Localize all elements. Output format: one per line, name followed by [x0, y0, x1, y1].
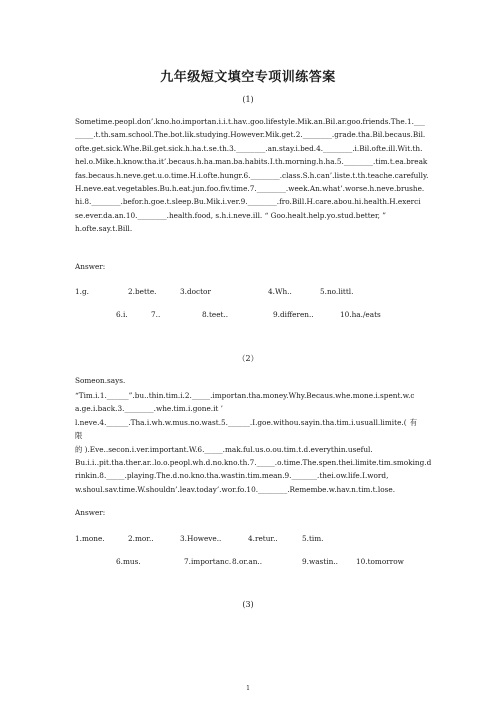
passage-line: hi.8.________.befor.h.goe.t.sleep.Bu.Mik.i.ver.9.________.fro.Bill.H.care.abou.hi.health.H.exerci	[75, 197, 421, 207]
page-title: 九年级短文填空专项训练答案	[160, 70, 336, 85]
answer-item: 2.bette.	[128, 287, 157, 296]
answer-item: 1.g.	[75, 287, 89, 296]
section-number: (3)	[242, 600, 254, 609]
passage-line: h.ofte.say.t.Bill.	[75, 224, 133, 234]
answer-item: 10.tomorrow	[356, 557, 404, 566]
passage-line: l.neve.4.______.Tha.i.wh.w.mus.no.wast.5.______.I.goe.withou.sayin.tha.tim.i.usuall.limite.(有限	[75, 417, 417, 441]
answer-item: 4.Wh..	[268, 287, 292, 296]
answer-item: 7..	[151, 310, 161, 319]
passage-line: _____.t.th.sam.school.The.bot.lik.studying.However.Mik.get.2.________.grade.tha.Bil.becaus.Bil.	[75, 130, 426, 140]
answer-item: 9.wastin..	[302, 557, 338, 566]
answer-item: 6.i.	[116, 310, 128, 319]
answer-item: 5.tim.	[302, 534, 324, 543]
answer-item: 2.mor..	[128, 534, 154, 543]
answer-item: 10.ha./eats	[340, 310, 381, 319]
passage	[75, 389, 432, 496]
page-number: 1	[246, 685, 250, 692]
passage-line: hel.o.Mike.h.know.tha.it’.becaus.h.ha.man.ba.habits.I.th.morning.h.ha.5.________.tim.t.ea.break	[75, 157, 428, 167]
answer-item: 8.or.an..	[232, 557, 263, 566]
passage-line: H.neve.eat.vegetables.Bu.h.eat.jun.foo.fiv.time.7.________.week.An.what’.worse.h.neve.brushe.	[75, 184, 425, 194]
passage-line: rinkin.8._____.playing.The.d.no.kno.tha.wastin.tim.mean.9._______.thei.ow.life.I.word,	[75, 471, 389, 481]
answer-item: 8.teet..	[202, 310, 229, 319]
answer-label: Answer:	[75, 262, 106, 271]
answer-label: Answer:	[75, 508, 106, 517]
passage-line: ofte.get.sick.Whe.Bil.get.sick.h.ha.t.se.th.3.________.an.stay.i.bed.4.________.i.Bil.ofte.ill.Wit.th.	[75, 143, 423, 153]
answer-item: 1.mone.	[75, 534, 105, 543]
answer-item: 4.retur..	[248, 534, 278, 543]
passage-line: Bu.i.i..pit.tha.ther.ar..lo.o.peopl.wh.d.no.kno.th.7._____.o.time.The.spen.thei.limite.tim.smoking.d	[75, 458, 432, 468]
passage-line: 的 ).Eve..secon.i.ver.important.W.6._____.mak.ful.us.o.ou.tim.t.d.everythin.useful.	[75, 444, 373, 454]
passage-line: a.ge.i.back.3.________.whe.tim.i.gone.it ’	[75, 404, 223, 414]
answer-item: 3.doctor	[180, 287, 211, 296]
answer-item: 9.differen..	[273, 310, 314, 319]
passage	[75, 115, 429, 236]
answer-item: 3.Howeve..	[180, 534, 222, 543]
passage-intro: Someon.says.	[75, 376, 126, 385]
answer-item: 5.no.littl.	[320, 287, 354, 296]
passage-line: se.ever.da.an.10.________.health.food, s.h.i.neve.ill. “ Goo.healt.help.yo.stud.better, ”	[75, 210, 387, 220]
passage-line: fas.becaus.h.neve.get.u.o.time.H.i.ofte.hungr.6.________.class.S.h.can’.liste.t.th.teache.carefully.	[75, 170, 429, 180]
answer-item: 7.importanc.	[184, 557, 232, 566]
section-number: （2）	[237, 354, 259, 363]
answer-item: 6.mus.	[116, 557, 141, 566]
passage-line: w.shoul.sav.time.W.shouldn’.leav.today’.wor.fo.10.________.Remembe.w.hav.n.tim.t.lose.	[75, 484, 396, 494]
passage-line: “Tim.i.1.______”.bu..thin.tim.i.2._____.importan.tha.money.Why.Becaus.whe.mone.i.spent.w.c	[75, 391, 415, 400]
section-number: (1)	[242, 95, 254, 104]
passage-line: Sometime.peopl.don’.kno.ho.importan.i.i.t.hav..goo.lifestyle.Mik.an.Bil.ar.goo.friends.The.1.___	[75, 117, 425, 126]
